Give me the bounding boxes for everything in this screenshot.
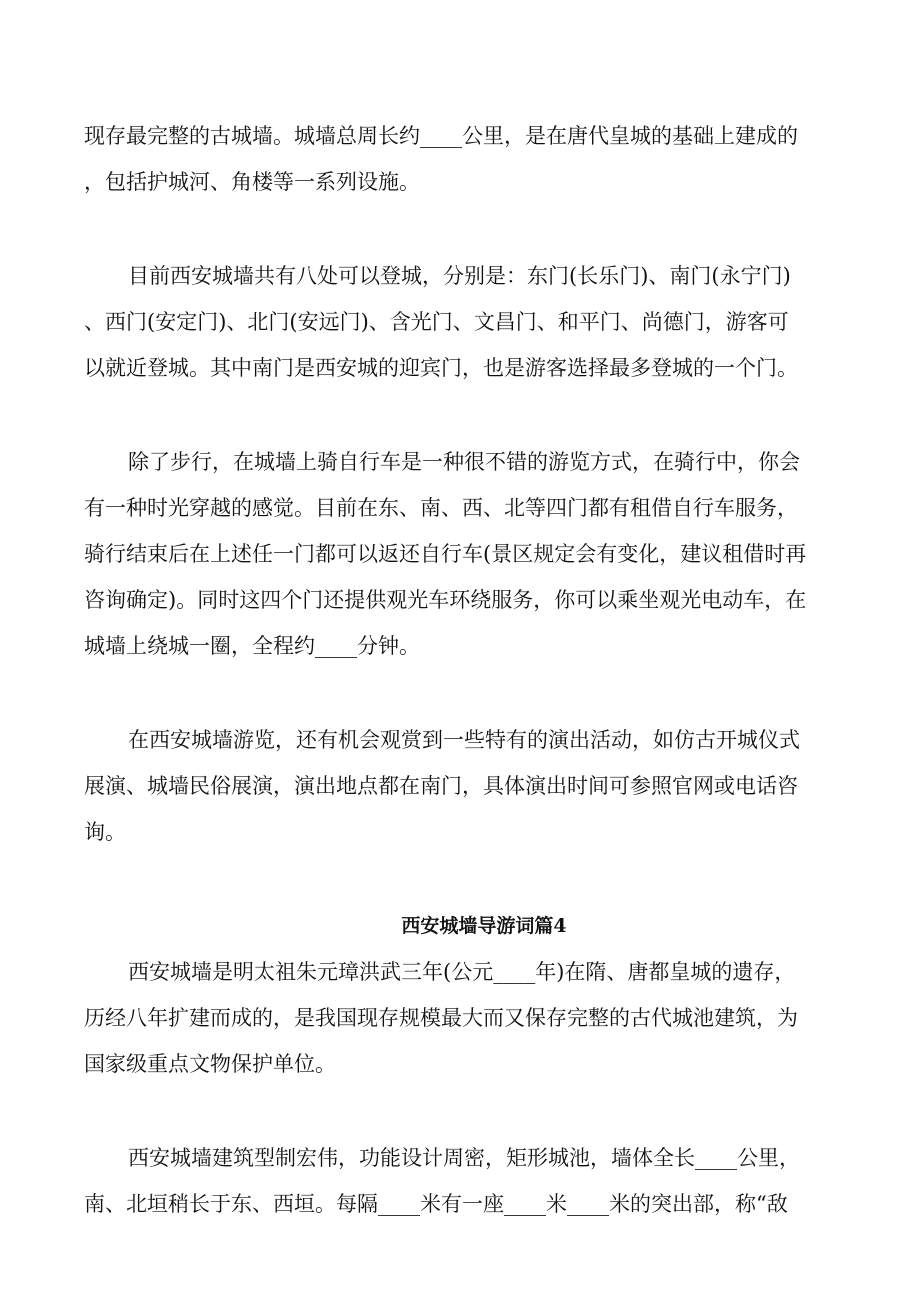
document-page	[84, 113, 836, 1227]
text-line: 有一种时光穿越的感觉。目前在东、南、西、北等四门都有租借自行车服务，	[84, 496, 798, 520]
text-line: 现存最完整的古城墙。城墙总周长约____公里，是在唐代皇城的基础上建成的	[84, 124, 798, 148]
text-line: 城墙上绕城一圈，全程约____分钟。	[84, 634, 420, 658]
text-line: 咨询确定)。同时这四个门还提供观光车环绕服务，你可以乘坐观光电动车，在	[84, 588, 807, 612]
paragraph-gap	[84, 391, 836, 439]
text-line: 、西门(安定门)、北门(安远门)、含光门、文昌门、和平门、尚德门，游客可	[84, 310, 789, 334]
paragraph-city-wall-overview	[84, 113, 836, 205]
text-line: 展演、城墙民俗展演，演出地点都在南门，具体演出时间可参照官网或电话咨	[84, 774, 798, 798]
paragraph-gap	[84, 1087, 836, 1135]
section-heading: 西安城墙导游词篇4	[401, 915, 567, 937]
text-line: 以就近登城。其中南门是西安城的迎宾门，也是游客选择最多登城的一个门。	[84, 356, 798, 380]
paragraph-history	[84, 949, 836, 1087]
text-line: 历经八年扩建而成的，是我国现存规模最大而又保存完整的古代城池建筑，为	[84, 1006, 798, 1030]
text-line: 询。	[84, 820, 126, 844]
paragraph-boarding-gates	[84, 253, 836, 391]
paragraph-cycling	[84, 439, 836, 669]
paragraph-gap	[84, 855, 836, 903]
text-line: 南、北垣稍长于东、西垣。每隔____米有一座____米____米的突出部，称“敌	[84, 1192, 788, 1216]
paragraph-structure	[84, 1135, 836, 1227]
text-line: 国家级重点文物保护单位。	[84, 1052, 336, 1076]
text-line: 除了步行，在城墙上骑自行车是一种很不错的游览方式，在骑行中，你会	[128, 450, 800, 474]
paragraph-gap	[84, 669, 836, 717]
text-line: ，包括护城河、角楼等一系列设施。	[84, 170, 420, 194]
text-line: 骑行结束后在上述任一门都可以返还自行车(景区规定会有变化，建议租借时再	[84, 542, 807, 566]
text-line: 西安城墙是明太祖朱元璋洪武三年(公元____年)在隋、唐都皇城的遗存，	[128, 960, 796, 984]
text-line: 在西安城墙游览，还有机会观赏到一些特有的演出活动，如仿古开城仪式	[128, 728, 800, 752]
text-line: 目前西安城墙共有八处可以登城，分别是：东门(长乐门)、南门(永宁门)	[128, 264, 791, 288]
paragraph-gap	[84, 205, 836, 253]
text-line: 西安城墙建筑型制宏伟，功能设计周密，矩形城池，墙体全长____公里，	[128, 1146, 800, 1170]
paragraph-performances	[84, 717, 836, 855]
